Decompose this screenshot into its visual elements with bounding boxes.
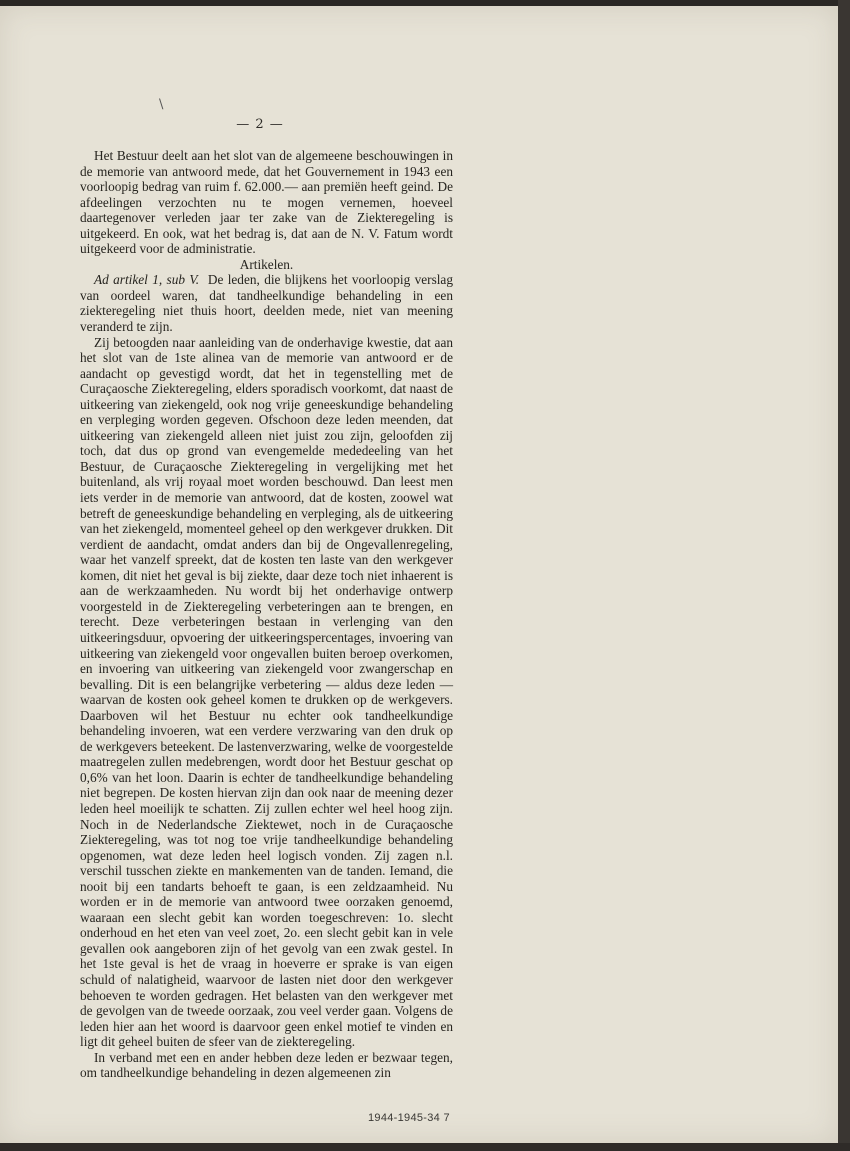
article-reference: Ad artikel 1, sub V. [94,272,200,288]
document-body [80,148,453,1081]
scan-mark: \ [159,97,164,112]
scan-edge-right [838,0,850,1151]
section-heading: Artikelen. [239,256,294,272]
article-paragraph-1-text: De leden, die blijkens het voorloopig verslag van oordeel waren, dat tandheelkundige behandeling in een ziekteregeling niet thuis hoort, deelden mede, niet van meening veranderd te zijn. [80,272,453,335]
intro-paragraph: Het Bestuur deelt aan het slot van de algemeene beschouwingen in de memorie van antwoord mede, dat het Gouvernement in 1943 een voorloopig bedrag van ruim f. 62.000.— aan premiën heeft geind. De afdeelingen verzochten nu te mogen vernemen, hoeveel daartegenover verleden jaar ter zake van de Ziekteregeling is uitgekeerd. En ook, wat het bedrag is, dat aan de N. V. Fatum wordt uitgekeerd voor de administratie. [80,148,453,257]
document-code: 1944-1945-34 7 [368,1112,450,1124]
article-paragraph-3: In verband met een en ander hebben deze leden er bezwaar tegen, om tandheelkundige behandeling in dezen algemeenen zin [80,1049,453,1081]
article-paragraph-2: Zij betoogden naar aanleiding van de onderhavige kwestie, dat aan het slot van de 1ste alinea van de memorie van antwoord er de aandacht op gevestigd wordt, dat het in tegenstelling met de Curaçaosche Ziekteregeling, elders sporadisch voorkomt, dat naast de uitkeering van ziekengeld, ook nog vrije geneeskundige behandeling en verpleging worden gegeven. Ofschoon deze leden meenden, dat uitkeering van ziekengeld alleen niet juist zou zijn, geloofden zij toch, dat dus op grond van evengemelde mededeeling van het Bestuur, de Curaçaosche Ziekteregeling in vergelijking met het buitenland, als vrij royaal moet worden beschouwd. Dan leest men iets verder in de memorie van antwoord, dat de kosten, zoowel wat betreft de geneeskundige behandeling en verpleging, als de uitkeering van het ziekengeld, momenteel geheel op den werkgever drukken. Dit verdient de aandacht, omdat anders dan bij de Ongevallenregeling, waar het vanzelf spreekt, dat de kosten ten laste van den werkgever komen, dit niet het geval is bij ziekte, daar deze toch niet inhaerent is aan de werkzaamheden. Nu wordt bij het onderhavige ontwerp voorgesteld in de Ziekteregeling verbeteringen aan te brengen, en terecht. Deze verbeteringen bestaan in verlenging van den uitkeeringsduur, opvoering der uitkeeringspercentages, invoering van uitkeering van ziekengeld voor ongevallen buiten beroep overkomen, en invoering van uitkeering van ziekengeld voor zwangerschap en bevalling. Dit is een belangrijke verbetering — aldus deze leden — waarvan de kosten ook geheel komen te drukken op de werkgevers. Daarboven wil het Bestuur nu echter ook tandheelkundige behandeling invoeren, wat een verdere verzwaring van den druk op de werkgevers beteekent. De lastenverzwaring, welke de voorgestelde maatregelen zullen medebrengen, wordt door het Bestuur geschat op 0,6% van het loon. Daarin is echter de tandheelkundige behandeling niet begrepen. De kosten hiervan zijn dan ook naar de meening dezer leden heel moeilijk te schatten. Zij zullen echter wel heel hoog zijn. Noch in de Nederlandsche Ziektewet, noch in de Curaçaosche Ziekteregeling, was tot nog toe vrije tandheelkundige behandeling opgenomen, wat deze leden heel logisch vonden. Zij zagen n.l. verschil tusschen ziekte en mankementen van de tanden. Iemand, die nooit bij een tandarts behoeft te gaan, is een zeldzaamheid. Nu worden er in de memorie van antwoord twee oorzaken genoemd, waaraan een slecht gebit kan worden toegeschreven: 1o. slecht onderhoud en het eten van veel zoet, 2o. een slecht gebit kan in vele gevallen ook aangeboren zijn of het gevolg van een zwak gestel. In het 1ste geval is het de vraag in hoeverre er sprake is van eigen schuld of nalatigheid, waarvoor de lasten niet door den werkgever behoeven te worden gedragen. Het belasten van den werkgever met de gevolgen van de tweede oorzaak, zou veel verder gaan. Volgens de leden hier aan het woord is daarvoor geen enkel motief te vinden en ligt dit geheel buiten de sfeer van de ziekteregeling. [80,334,454,1050]
page-number: — 2 — [236,117,284,132]
article-paragraph-1 [80,272,453,334]
scan-edge-bottom [0,1143,850,1151]
